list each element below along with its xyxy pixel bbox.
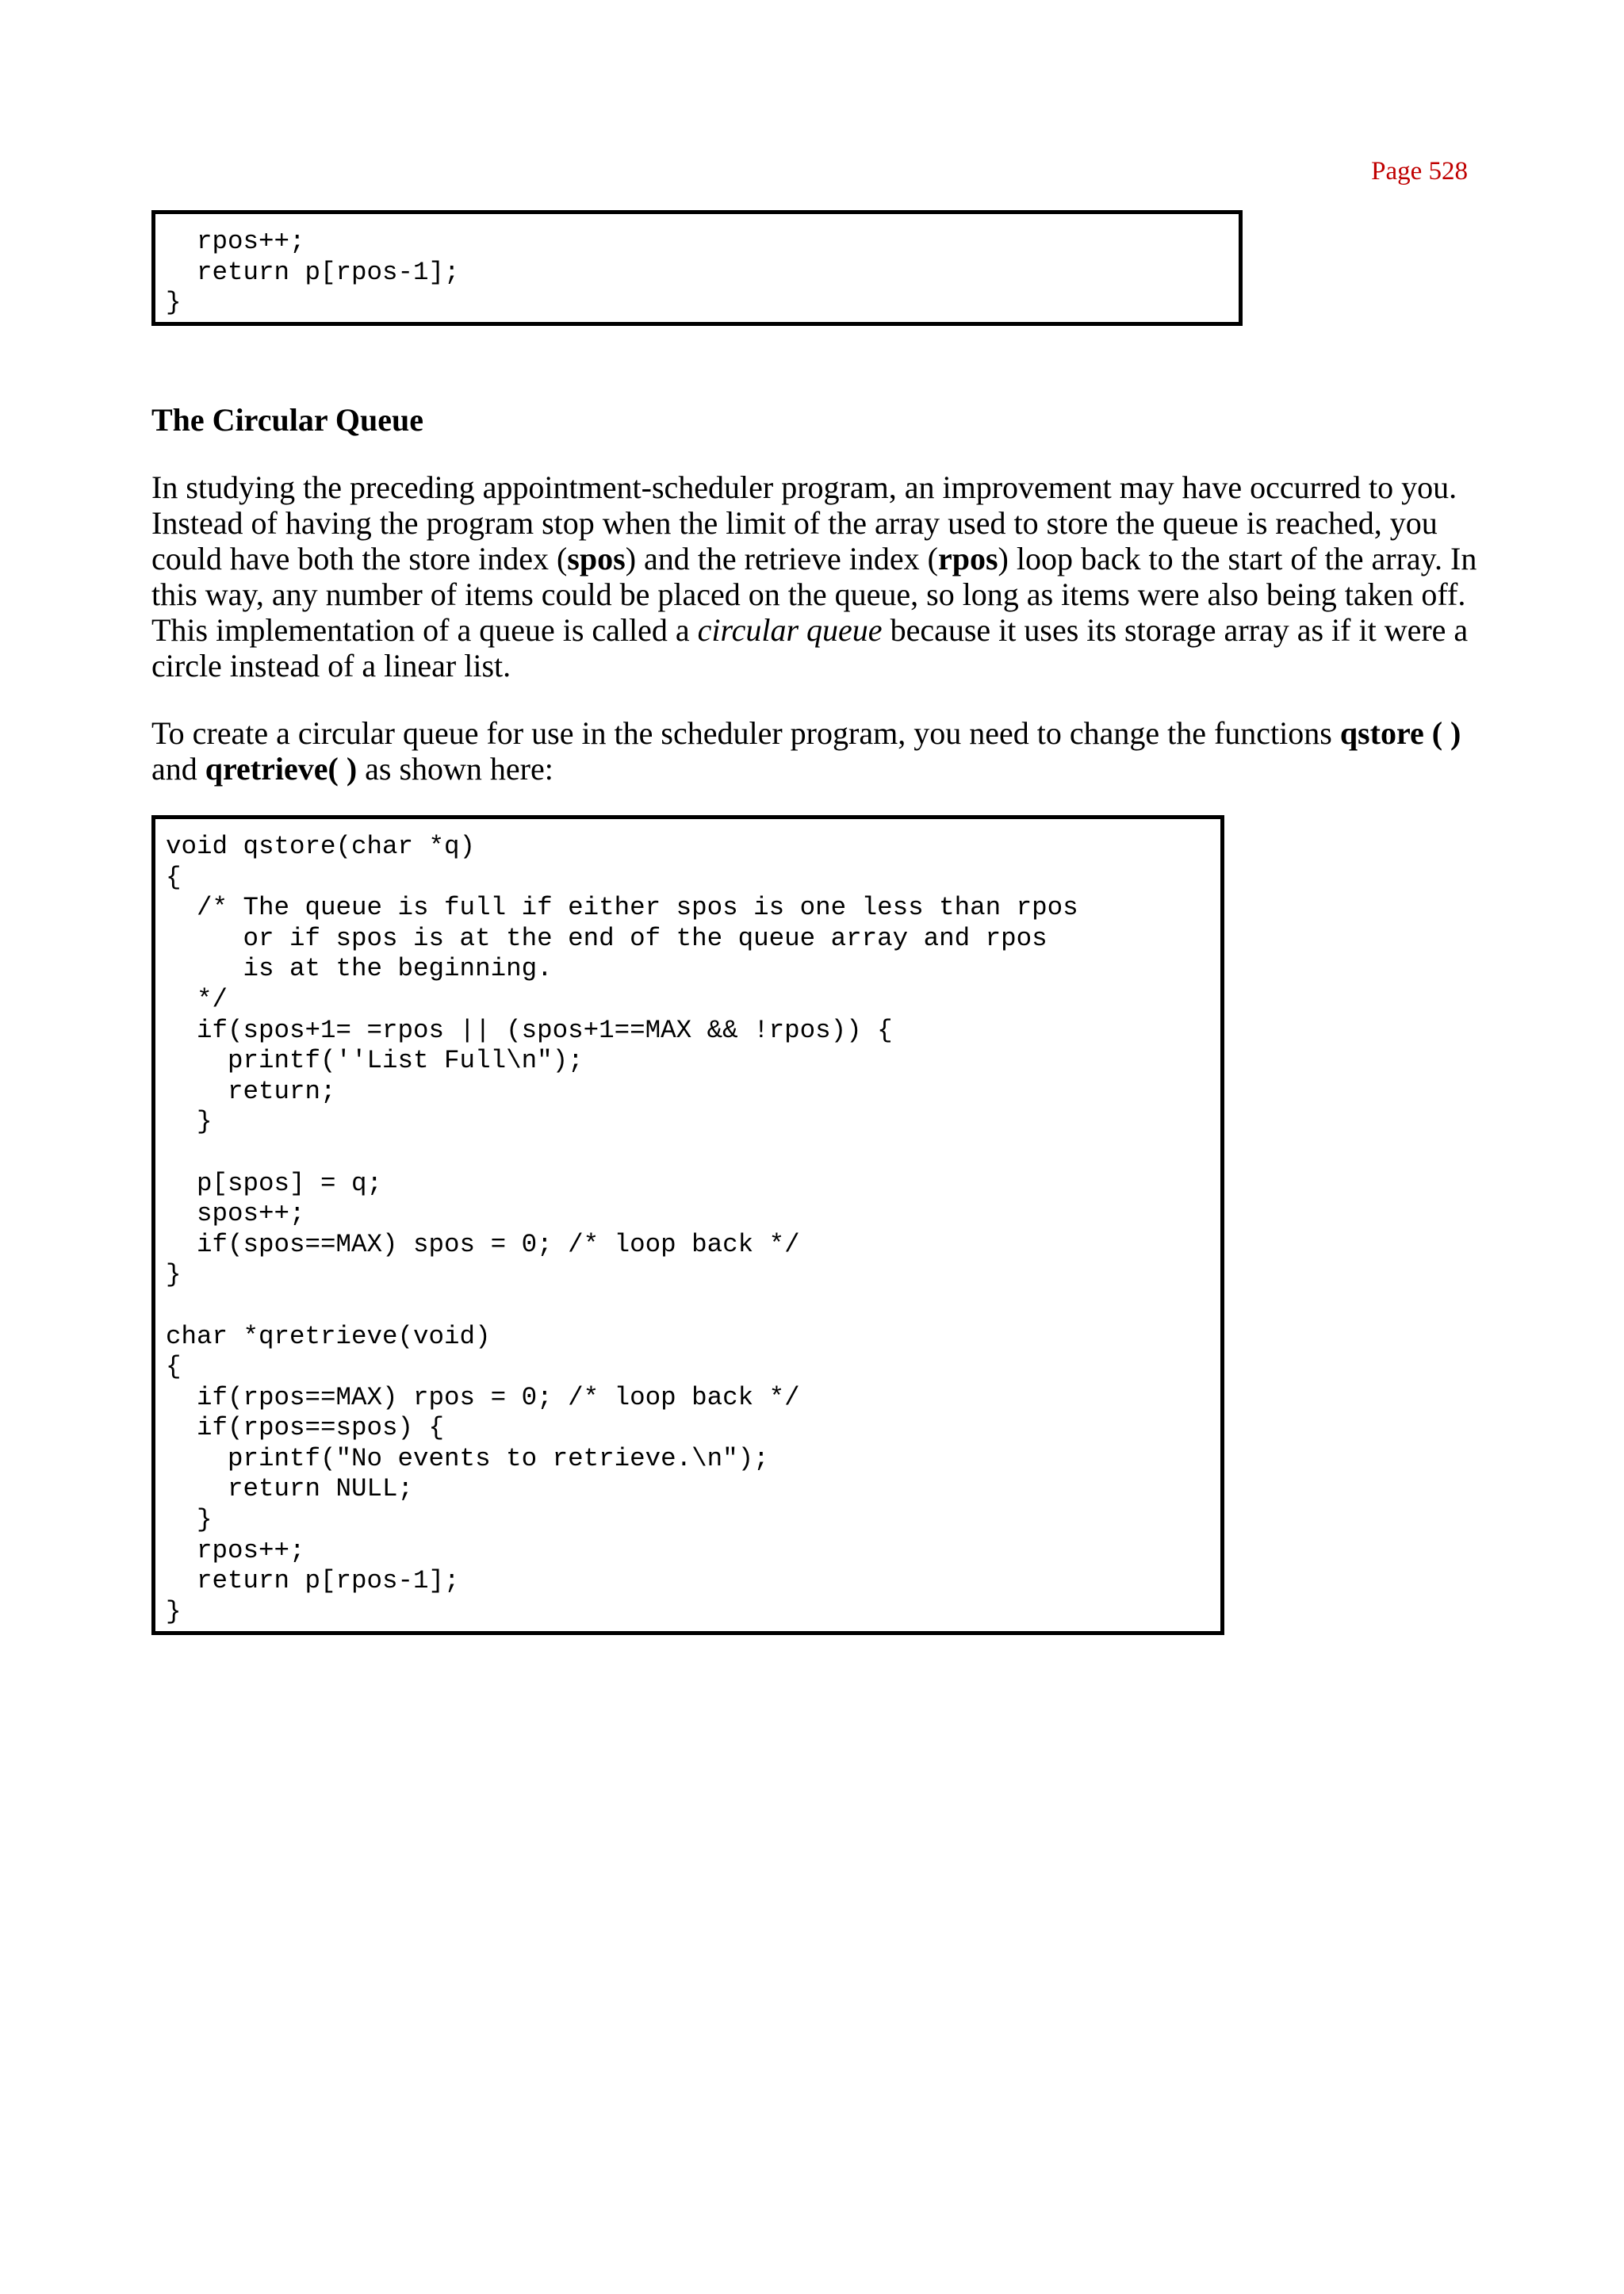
- body-paragraph: [151, 715, 1484, 787]
- code-listing-continued: [151, 210, 1243, 326]
- section-heading: The Circular Queue: [151, 402, 423, 438]
- term-rpos: rpos: [937, 541, 998, 576]
- paragraph-text: To create a circular queue for use in the scheduler program, you need to change the functions: [151, 715, 1340, 751]
- code-text: rpos++; return p[rpos-1]; }: [166, 227, 460, 318]
- page-number: Page 528: [1371, 157, 1468, 186]
- body-paragraph: [151, 469, 1484, 684]
- paragraph-text: because it uses its storage array as if it were a circle instead of a linear list.: [151, 612, 1469, 684]
- term-circular-queue: circular queue: [697, 612, 883, 648]
- term-qretrieve: qretrieve( ): [205, 751, 358, 787]
- paragraph-text: ) loop back to the start of the array. In this way, any number of items could be placed on the queue, so long as items were also being taken off. This implementation of a queue is called a: [151, 541, 1477, 648]
- term-qstore: qstore ( ): [1339, 715, 1461, 751]
- paragraph-text: ) and the retrieve index (: [625, 541, 938, 576]
- paragraph-text: as shown here:: [357, 751, 553, 787]
- paragraph-text: and: [151, 751, 205, 787]
- term-spos: spos: [567, 541, 626, 576]
- code-text: void qstore(char *q) { /* The queue is full if either spos is one less than rpos or if spos is at the end of the queue array and rpos is at the beginning. */ if(spos+1= =rpos || (spos+1==MAX && !rpos)) { printf(''List Full\n"); return; } p[spos] = q; spos++; if(spos==MAX) spos = 0; /* loop back */ } char *qretrieve(void) { if(rpos==MAX) rpos = 0; /* loop back */ if(rpos==spos) { printf("No events to retrieve.\n"); return NULL; } rpos++; return p[rpos-1]; }: [166, 832, 1078, 1626]
- code-listing-circular-queue: [151, 815, 1224, 1635]
- paragraph-text: In studying the preceding appointment-scheduler program, an improvement may have occurred to you. Instead of having the program stop when the limit of the array used to store the queue is reached, you could have both the store index (: [151, 469, 1457, 576]
